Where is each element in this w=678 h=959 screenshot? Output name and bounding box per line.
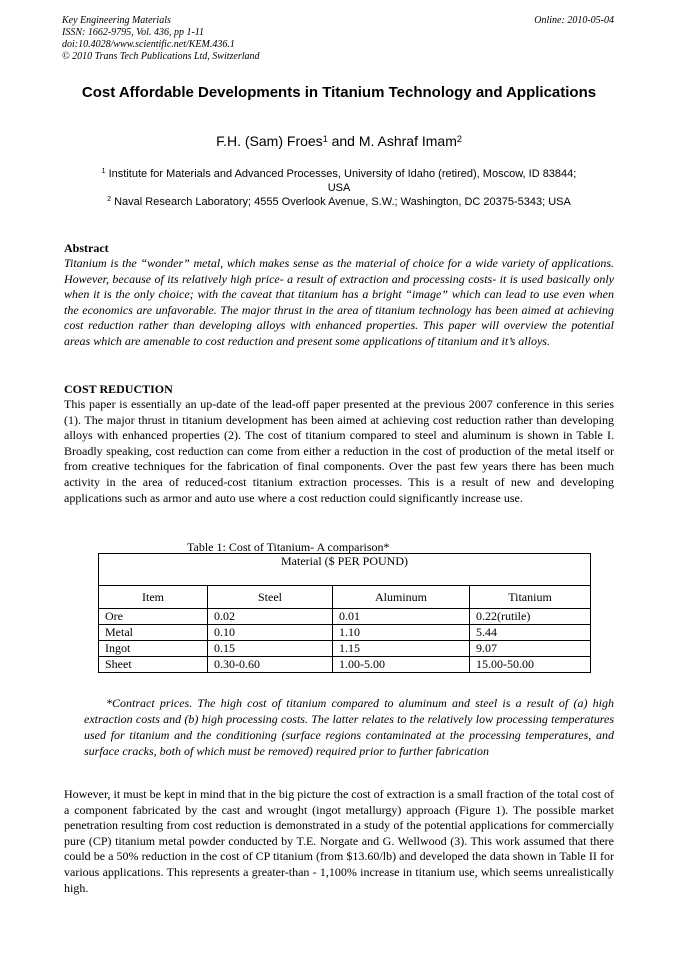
affiliation-1-mark: 1: [101, 168, 106, 175]
table-cell: Metal: [99, 625, 208, 641]
affiliation-2-text: Naval Research Laboratory; 4555 Overlook Avenue, S.W.; Washington, DC 20375-5343; USA: [111, 196, 571, 208]
journal-name: Key Engineering Materials: [62, 15, 171, 26]
closing-paragraph: However, it must be kept in mind that in the big picture the cost of extraction is a small fraction of the total cost of a component fabricated by the cast and wrought (ingot metallurgy) approach (Figure 1). The possible market penetration resulting from cost reduction is demonstrated in a study of the potential applications for commercially pure (CP) titanium metal powder conducted by T.E. Norgate and G. Wellwood (3). This work assumed that there could be a 50% reduction in the cost of CP titanium (from $13.60/lb) and developed the data shown in Table II for various applications. This represents a greater-than - 1,100% increase in titanium use, which seems unrealistically high.: [64, 787, 614, 895]
table-col-header: Steel: [208, 586, 333, 609]
table-caption: Table 1: Cost of Titanium- A comparison*: [187, 540, 390, 554]
cost-reduction-paragraph: This paper is essentially an up-date of the lead-off paper presented at the previous 2007 conference in this series (1). The major thrust in titanium development has been aimed at achieving cost reduction rather than developing alloys with enhanced properties (2). The cost of titanium compared to steel and aluminum is shown in Table I. Broadly speaking, cost reduction can come from either a reduction in the cost of production of the metal itself or from creative techniques for the fabrication of final components. Over the past few years there has been much activity in the area of reduced-cost titanium extraction processes. This is a result of new and developing applications such as armor and auto use where a cost reduction could significantly increase use.: [64, 397, 614, 505]
author-2-affil-mark: 2: [456, 134, 462, 144]
table-header-row: [99, 586, 591, 609]
journal-header: [62, 15, 260, 63]
table-material-header: Material ($ PER POUND): [99, 554, 591, 586]
journal-issn: ISSN: 1662-9795, Vol. 436, pp 1-11: [62, 27, 205, 38]
table-cell: 9.07: [470, 641, 591, 657]
affiliation-1-text: Institute for Materials and Advanced Processes, University of Idaho (retired), Moscow, ID 83844; USA: [105, 168, 577, 194]
cost-comparison-table: [98, 553, 591, 673]
table-footnote: *Contract prices. The high cost of titanium compared to aluminum and steel is a result of (a) high extraction costs and (b) high processing costs. The latter relates to the relatively low processing temperatures used for titanium and the conditioning (surface regions contaminated at the processing temperatures, and surface cracks, both of which must be removed) required prior to further fabrication: [84, 696, 614, 758]
table-cell: Ore: [99, 609, 208, 625]
table-cell: Sheet: [99, 657, 208, 673]
journal-doi: doi:10.4028/www.scientific.net/KEM.436.1: [62, 39, 235, 50]
table-col-header: Item: [99, 586, 208, 609]
paper-title: Cost Affordable Developments in Titanium Technology and Applications: [81, 84, 597, 101]
author-conjunction: and: [327, 133, 359, 149]
abstract-text: Titanium is the “wonder” metal, which makes sense as the material of choice for a wide variety of applications. However, because of its relatively high price- a result of extraction and processing costs- it is used basically only when it is the only choice; with the caveat that titanium has a bright “image” which can lead to use even when the economics are unfavorable. The major thrust in the area of titanium technology has been aimed at achieving cost reduction rather than developing alloys with enhanced properties. This paper will overview the potential areas which are amenable to cost reduction and present some applications of titanium and it’s alloys.: [64, 256, 614, 348]
table-col-header: Titanium: [470, 586, 591, 609]
affiliation-2-mark: 2: [107, 196, 112, 203]
table-row: [99, 625, 591, 641]
table-cell: 0.01: [333, 609, 470, 625]
online-date: Online: 2010-05-04: [534, 15, 614, 26]
author-line: [60, 132, 618, 150]
affiliation-2: [100, 195, 578, 209]
table-col-header: Aluminum: [333, 586, 470, 609]
abstract-heading: Abstract: [64, 241, 109, 255]
author-2: M. Ashraf Imam: [358, 133, 457, 149]
journal-copyright: © 2010 Trans Tech Publications Ltd, Switzerland: [62, 51, 260, 62]
affiliation-1: [100, 167, 578, 195]
table-row: [99, 657, 591, 673]
author-1-affil-mark: 1: [322, 134, 328, 144]
table-cell: 1.00-5.00: [333, 657, 470, 673]
author-1: F.H. (Sam) Froes: [216, 133, 323, 149]
table-material-row: [99, 554, 591, 586]
table-cell: Ingot: [99, 641, 208, 657]
table-cell: 0.15: [208, 641, 333, 657]
table-row: [99, 641, 591, 657]
table-row: [99, 609, 591, 625]
table-cell: 5.44: [470, 625, 591, 641]
table-cell: 1.15: [333, 641, 470, 657]
table-cell: 0.10: [208, 625, 333, 641]
table-cell: 1.10: [333, 625, 470, 641]
table-cell: 0.22(rutile): [470, 609, 591, 625]
table-cell: 0.02: [208, 609, 333, 625]
section-heading-cost-reduction: COST REDUCTION: [64, 382, 173, 396]
table-cell: 0.30-0.60: [208, 657, 333, 673]
table-cell: 15.00-50.00: [470, 657, 591, 673]
affiliations: [100, 167, 578, 209]
